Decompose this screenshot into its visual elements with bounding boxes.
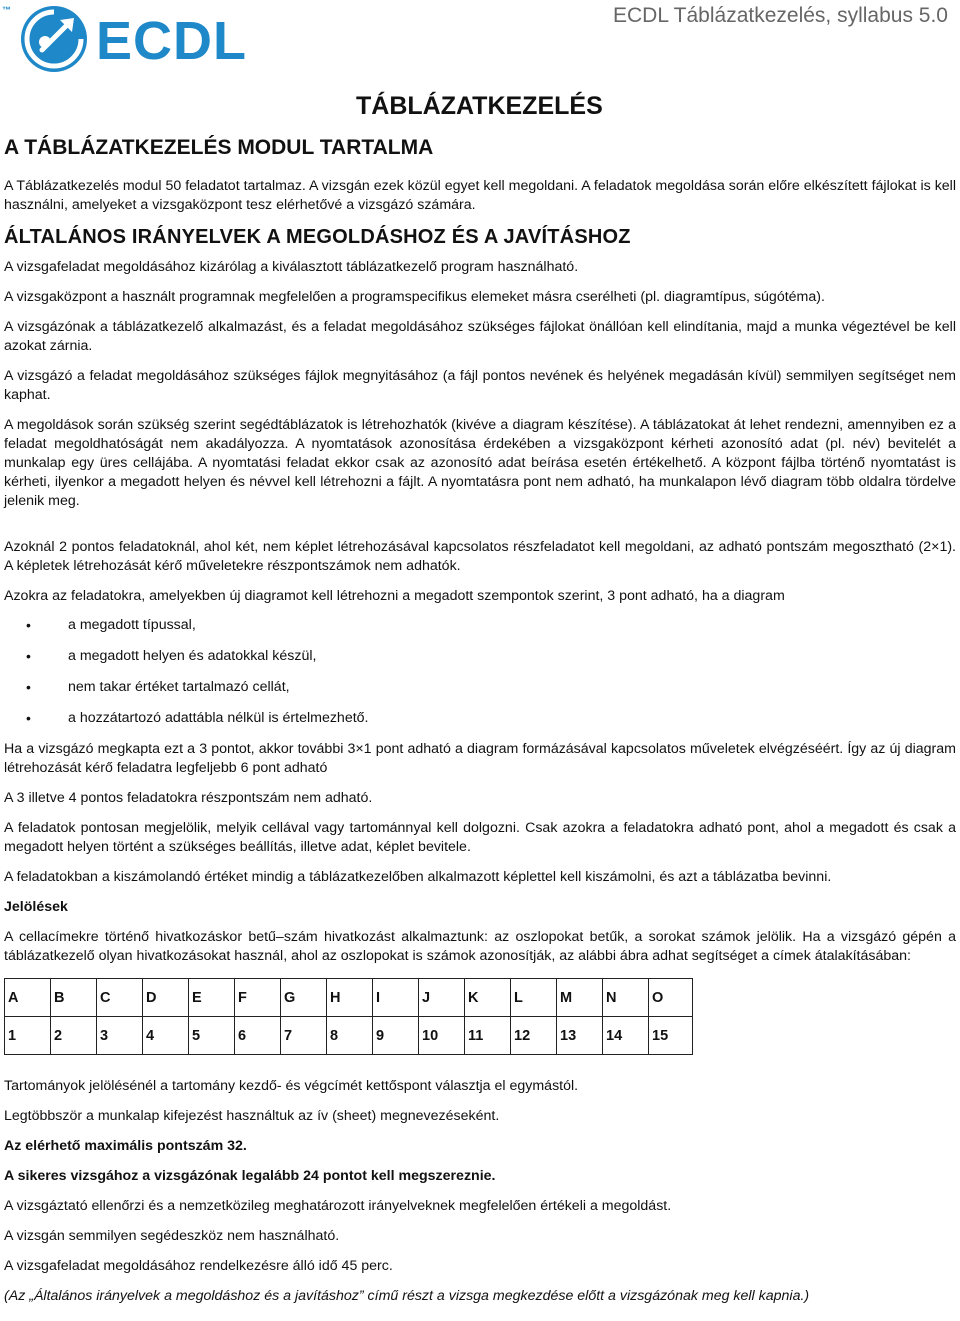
table-cell: H	[327, 979, 373, 1017]
paragraph: A vizsgázó a feladat megoldásához szükséges fájlok megnyitásához (a fájl pontos nevének és helyének megadásán kívül) semmilyen segítséget nem kaphat.	[4, 368, 956, 404]
trademark-symbol: ™	[2, 5, 11, 15]
section-heading-contents: A TÁBLÁZATKEZELÉS MODUL TARTALMA	[4, 136, 434, 159]
table-cell: C	[97, 979, 143, 1017]
paragraph: A vizsgáztató ellenőrzi és a nemzetközileg meghatározott irányelveknek megfelelően értékeli a megoldást.	[4, 1198, 672, 1215]
page-header	[0, 0, 960, 80]
table-cell: 5	[189, 1017, 235, 1055]
table-cell: L	[511, 979, 557, 1017]
paragraph: Azoknál 2 pontos feladatoknál, ahol két, nem képlet létrehozásával kapcsolatos részfeladatot kell megoldani, az adható pontszám megosztható (2×1). A képletek létrehozását kérő műveletekre részpontszámok nem adhatók.	[4, 539, 956, 575]
table-cell: 12	[511, 1017, 557, 1055]
column-conversion-table	[4, 978, 693, 1055]
table-cell: 11	[465, 1017, 511, 1055]
table-cell: E	[189, 979, 235, 1017]
footnote: (Az „Általános irányelvek a megoldáshoz és a javításhoz” című részt a vizsga megkezdése előtt a vizsgázónak meg kell kapnia.)	[4, 1288, 810, 1305]
table-row-letters	[5, 979, 693, 1017]
paragraph: A vizsgafeladat megoldásához kizárólag a kiválasztott táblázatkezelő program használható.	[4, 259, 579, 276]
list-item: • a hozzátartozó adattábla nélkül is értelmezhető.	[4, 709, 956, 728]
table-row-numbers	[5, 1017, 693, 1055]
logo-text: ECDL	[96, 11, 247, 71]
list-item: • a megadott típussal,	[4, 616, 956, 635]
list-item: • nem takar értéket tartalmazó cellát,	[4, 678, 956, 697]
document-title: ECDL Táblázatkezelés, syllabus 5.0	[612, 4, 948, 27]
table-cell: 2	[51, 1017, 97, 1055]
table-cell: 14	[603, 1017, 649, 1055]
table-cell: K	[465, 979, 511, 1017]
paragraph: Tartományok jelölésénél a tartomány kezdő- és végcímét kettőspont választja el egymástól.	[4, 1078, 579, 1095]
table-cell: 1	[5, 1017, 51, 1055]
ecdl-logo-icon	[2, 2, 94, 76]
table-cell: B	[51, 979, 97, 1017]
paragraph: Azokra az feladatokra, amelyekben új diagramot kell létrehozni a megadott szempontok szerint, 3 pont adható, ha a diagram	[4, 588, 785, 605]
table-cell: N	[603, 979, 649, 1017]
paragraph: Ha a vizsgázó megkapta ezt a 3 pontot, akkor további 3×1 pont adható a diagram formázásával kapcsolatos műveletek elvégzéséért. Így az új diagram létrehozását kérő feladatra legfeljebb 6 pont adható	[4, 741, 956, 777]
time-limit-text: A vizsgafeladat megoldásához rendelkezésre álló idő 45 perc.	[4, 1258, 393, 1275]
table-cell: 8	[327, 1017, 373, 1055]
table-cell: 9	[373, 1017, 419, 1055]
table-cell: 13	[557, 1017, 603, 1055]
table-cell: 10	[419, 1017, 465, 1055]
table-cell: 7	[281, 1017, 327, 1055]
paragraph: A feladatokban a kiszámolandó értéket mindig a táblázatkezelőben alkalmazott képlettel kell kiszámolni, és azt a táblázatba bevinni.	[4, 869, 832, 886]
paragraph: A 3 illetve 4 pontos feladatokra részpontszám nem adható.	[4, 790, 373, 807]
document-body	[4, 135, 956, 1306]
table-cell: G	[281, 979, 327, 1017]
table-cell: 6	[235, 1017, 281, 1055]
table-cell: 15	[649, 1017, 693, 1055]
table-cell: F	[235, 979, 281, 1017]
paragraph: Legtöbbször a munkalap kifejezést használtuk az ív (sheet) megnevezéseként.	[4, 1108, 500, 1125]
subheading-notation: Jelölések	[4, 899, 68, 916]
table-cell: J	[419, 979, 465, 1017]
bullet-list	[4, 616, 956, 728]
table-cell: M	[557, 979, 603, 1017]
pass-score-text: A sikeres vizsgához a vizsgázónak legalább 24 pontot kell megszereznie.	[4, 1168, 496, 1185]
table-cell: D	[143, 979, 189, 1017]
paragraph: A cellacímekre történő hivatkozáskor betű–szám hivatkozást alkalmaztunk: az oszlopokat betűk, a sorokat számok jelölik. Ha a vizsgázó gépén a táblázatkezelő olyan hivatkozásokat használ, ahol az oszlopokat is számok azonosítják, az alábbi ábra adhat segítséget a címek átalakításában:	[4, 929, 956, 965]
table-cell: I	[373, 979, 419, 1017]
max-score-text: Az elérhető maximális pontszám 32.	[4, 1138, 247, 1155]
table-cell: 4	[143, 1017, 189, 1055]
list-item: • a megadott helyen és adatokkal készül,	[4, 647, 956, 666]
table-cell: O	[649, 979, 693, 1017]
paragraph: A vizsgázónak a táblázatkezelő alkalmazást, és a feladat megoldásához szükséges fájlokat önállóan kell elindítania, majd a munka végeztével be kell azokat zárnia.	[4, 319, 956, 355]
paragraph: A megoldások során szükség szerint segédtáblázatok is létrehozhatók (kivéve a diagram készítése). A táblázatokat át lehet rendezni, amennyiben ez a feladat megoldhatóságát nem akadályozza. A nyomtatások azonosítása érdekében a vizsgaközpont kérheti azonosító adat (pl. név) bevitelét a munkalap egy üres cellájába. A nyomtatási feladat ekkor csak az azonosító adat beírása esetén értékelhető. A központ fájlba történő nyomtatást is kérheti, ilyenkor a megadott helyen és névvel kell létrehozni a fájlt. A nyomtatásra pont nem adható, ha munkalapon lévő diagram több oldalra tördelve jelenik meg.	[4, 417, 956, 510]
section-heading-guidelines: ÁLTALÁNOS IRÁNYELVEK A MEGOLDÁSHOZ ÉS A JAVÍTÁSHOZ	[4, 226, 631, 249]
paragraph: A Táblázatkezelés modul 50 feladatot tartalmaz. A vizsgán ezek közül egyet kell megoldani. A feladatok megoldása során előre elkészített fájlokat is kell használni, amelyeket a vizsgaközpont tesz elérhetővé a vizsgázó számára.	[4, 178, 956, 214]
paragraph: A feladatok pontosan megjelölik, melyik cellával vagy tartománnyal kell dolgozni. Csak azokra a feladatokra adható pont, ahol a megadott és csak a megadott helyen történt a szükséges beállítás, illetve adat, képlet bevitele.	[4, 820, 956, 856]
paragraph: A vizsgán semmilyen segédeszköz nem használható.	[4, 1228, 340, 1245]
module-title: TÁBLÁZATKEZELÉS	[356, 92, 603, 120]
table-cell: 3	[97, 1017, 143, 1055]
ecdl-logo	[2, 2, 247, 74]
paragraph: A vizsgaközpont a használt programnak megfelelően a programspecifikus elemeket másra cserélheti (pl. diagramtípus, súgótéma).	[4, 289, 825, 306]
table-cell: A	[5, 979, 51, 1017]
